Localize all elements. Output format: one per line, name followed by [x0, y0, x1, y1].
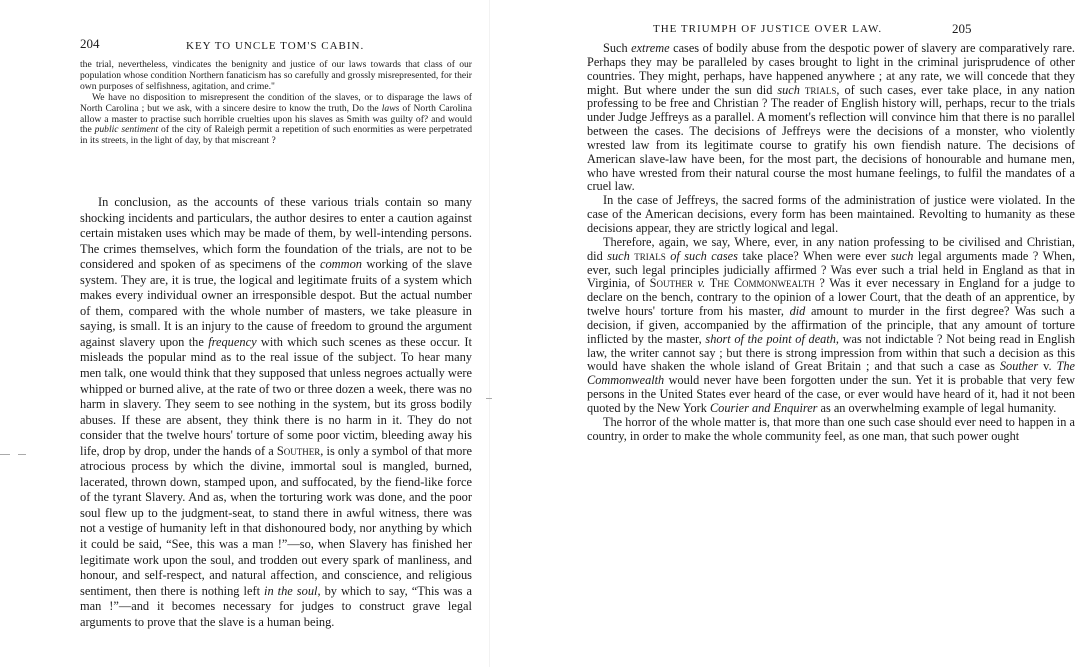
footnote-paragraph-2: We have no disposition to misrepresent the condition of the slaves, or to disparage the laws of North Carolina ; but we ask, with a sincere desire to know the truth, Do the laws of North Carolina allow a master to practise such horrible cruelties upon his slaves as Smith was guilty of? and would the public sentiment of the city of Raleigh permit a repetition of such enormities as were perpetrated in its streets, in the light of day, by that miscreant ?: [80, 91, 472, 147]
paragraph-therefore: Therefore, again, we say, Where, ever, in any nation professing to be civilised and Christian, did such trials of such cases take place? When were ever such legal arguments made ? When, ever, such legal principles judicially affirmed ? Was ever such a trial held in England as that in Virginia, of Souther v. The Commonwealth ? Was it ever necessary in England for a judge to declare on the bench, contrary to the opinion of a lower Court, that the death of an apprentice, by twelve hours' torture from his master, did amount to murder in the first degree? Was such a decision, if given, accompanied by the affirmation of the principle, that any amount of torture inflicted by the master, short of the point of death, was not indictable ? Not being read in English law, the writer cannot say ; but there is strong impression from within that such a decision as this would have shaken the whole island of Great Britain ; and that such a case as Souther v. The Commonwealth would never have been forgotten under the sun. Yet it is probable that very few persons in the United States ever heard of the case, or ever would have heard of it, had it not been quoted by the New York Courier and Enquirer as an overwhelming example of legal humanity.: [587, 234, 1075, 415]
scan-mark: [18, 454, 26, 455]
paragraph-horror: The horror of the whole matter is, that more than one such case should ever need to happen in a country, in order to make the whole community feel, as one man, that such power ought: [587, 414, 1075, 443]
paragraph-conclusion: In conclusion, as the accounts of these various trials contain so many shocking incidents and particulars, the author desires to enter a caution against certain mistaken uses which may be made of them, by well-intending persons. The crimes themselves, which form the foundation of the trials, are not to be considered and spoken of as specimens of the common working of the slave system. They are, it is true, the logical and legitimate fruits of a system which makes every individual owner an irresponsible despot. But the actual number of them, compared with the whole number of masters, we take pleasure in saying, is small. It is an injury to the cause of freedom to ground the argument against slavery upon the frequency with which such scenes as these occur. It misleads the popular mind as to the real issue of the subject. To hear many men talk, one would think that they supposed that unless negroes actually were whipped or burned alive, at the rate of two or three dozen a week, there was no harm in slavery. They seem to see nothing in the system, but its gross bodily abuses. If these are absent, they think there is no harm in it. They do not consider that the twelve hours' torture of some poor victim, bleeding away his life, drop by drop, under the hands of a Souther, is only a symbol of that more atrocious process by which the divine, immortal soul is mangled, burned, lacerated, thrown down, stamped upon, and suffocated, by the fiend-like force of the tyrant Slavery. And as, when the torturing work was done, and the poor soul flew up to the judgment-seat, to stand there in awful witness, there was not a vestige of humanity left in that dishonoured body, nor anything by which it could be said, “See, this was a man !”—so, when Slavery has finished her legitimate work upon the soul, and trodden out every spark of manliness, and honour, and self-respect, and natural affection, and conscience, and religious sentiment, then there is nothing left in the soul, by which to say, “This was a man !”—and it becomes necessary for judges to construct grave legal arguments to prove that the slave is a human being.: [80, 195, 473, 629]
page-number-left: 204: [80, 36, 100, 51]
body-text-right: [587, 42, 1075, 443]
right-page: [490, 0, 1075, 667]
body-text-left: [80, 195, 472, 630]
scan-mark: [0, 454, 10, 455]
running-head-right: THE TRIUMPH OF JUSTICE OVER LAW.: [653, 23, 883, 35]
footnote-paragraph-1: the trial, nevertheless, vindicates the benignity and justice of our laws towards that class of our population whose condition Northern fanaticism has so carefully and grossly misrepresented, for their own purposes of selfishness, agitation, and crime.": [80, 59, 472, 92]
page-number-right: 205: [952, 21, 972, 36]
paragraph-jeffreys: In the case of Jeffreys, the sacred forms of the administration of justice were violated. In the case of the American decisions, every form has been maintained. Revolting to humanity as these decisions appear, they are strictly logical and legal.: [587, 193, 1075, 235]
running-head-left: KEY TO UNCLE TOM'S CABIN.: [186, 40, 365, 52]
footnote-block: [80, 60, 472, 147]
left-page: [0, 0, 490, 667]
paragraph-extreme-cases: Such extreme cases of bodily abuse from the despotic power of slavery are comparatively rare. Perhaps they may be paralleled by cases brought to light in the criminal jurisprudence of other countries. They might, perhaps, have happened anywhere ; at any rate, we will concede that they might. But where under the sun did such trials, of such cases, ever take place, in any nation professing to be free and Christian ? The reader of English history will, perhaps, recur to the trials under Judge Jeffreys as a parallel. A moment's reflection will convince him that there is no parallel between the cases. The decisions of Jeffreys were the decisions of a monster, who violently wrested law from its legitimate course to gratify his own fiendish nature. The decisions of American slave-law have been, for the most part, the decisions of honourable and humane men, who have wrested from their natural course the most humane feelings, to fulfil the mandates of a cruel law.: [587, 41, 1075, 194]
